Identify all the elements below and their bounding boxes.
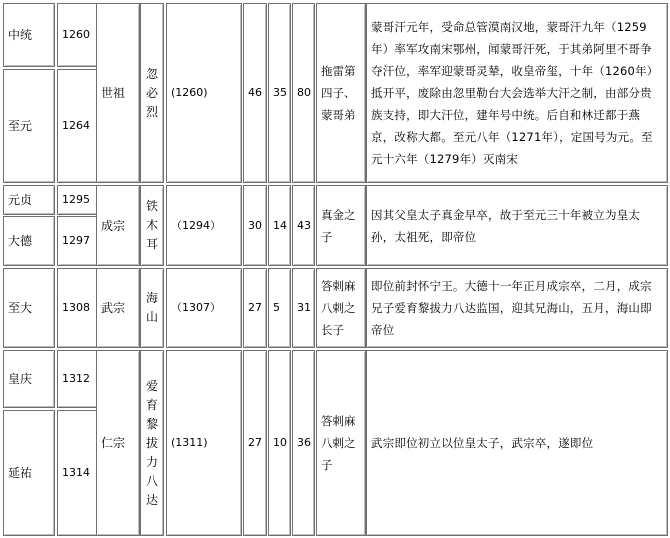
personal-name-cell: 海山 [140,268,164,348]
age-at-accession-cell: 30 [243,185,267,266]
era-year-cell: 1314 [57,410,110,536]
era-year-cell: 1312 [57,350,110,408]
era-year-cell: 1308 [57,268,110,348]
era-year-cell: 1260 [57,3,110,67]
era-year-cell: 1264 [57,69,110,183]
reign-years-cell: 5 [268,268,291,348]
accession-year-cell: （1307） [166,268,242,348]
note-cell: 因其父皇太子真金早卒，故于至元三十年被立为皇太孙，太祖死，即帝位 [366,185,668,266]
personal-name-cell: 爱育黎拔力八达 [140,350,164,536]
era-name-cell: 至元 [3,69,55,183]
note-cell: 武宗即位初立以位皇太子，武宗卒，遂即位 [366,350,668,536]
age-at-accession-cell: 27 [243,350,267,536]
age-at-death-cell: 43 [292,185,315,266]
personal-name-cell: 忽必烈 [140,3,164,183]
era-name-cell: 延祐 [3,410,55,536]
accession-year-cell: (1311) [166,350,242,536]
era-year-cell: 1295 [57,185,110,215]
era-name-cell: 皇庆 [3,350,55,408]
temple-name-cell: 仁宗 [96,350,140,536]
age-at-death-cell: 80 [292,3,315,183]
relation-cell: 真金之子 [316,185,366,266]
reign-years-cell: 35 [268,3,291,183]
accession-year-cell: (1260) [166,3,242,183]
note-cell: 即位前封怀宁王。大德十一年正月成宗卒，二月，成宗兄子爱育黎拔力八达监国，迎其兄海山，五月，海山即帝位 [366,268,668,348]
temple-name-cell: 成宗 [96,185,140,266]
relation-cell: 答剌麻八剌之子 [316,350,366,536]
reign-years-cell: 10 [268,350,291,536]
temple-name-cell: 武宗 [96,268,140,348]
age-at-death-cell: 31 [292,268,315,348]
relation-cell: 答剌麻八剌之长子 [316,268,366,348]
note-cell: 蒙哥汗元年，受命总管漠南汉地，蒙哥汗九年（1259年）率军攻南宋鄂州，闻蒙哥汗死，于其弟阿里不哥争夺汗位，率军迎蒙哥灵辇，收皇帝玺，十年（1260年）抵开平，废除由忽里勒台大会选举大汗之制，由部分贵族支持，即大汗位，建年号中统。后自和林迁都于燕京，改称大都。至元八年（1271年），定国号为元。至元十六年（1279年）灭南宋 [366,3,668,183]
era-year-cell: 1297 [57,216,110,266]
era-name-cell: 大德 [3,216,55,266]
personal-name-cell: 铁木耳 [140,185,164,266]
relation-cell: 拖雷第四子、蒙哥弟 [316,3,366,183]
age-at-accession-cell: 46 [243,3,267,183]
accession-year-cell: （1294） [166,185,242,266]
reign-years-cell: 14 [268,185,291,266]
temple-name-cell: 世祖 [96,3,140,183]
era-name-cell: 至大 [3,268,55,348]
age-at-accession-cell: 27 [243,268,267,348]
era-name-cell: 中统 [3,3,55,67]
era-name-cell: 元贞 [3,185,55,215]
age-at-death-cell: 36 [292,350,315,536]
